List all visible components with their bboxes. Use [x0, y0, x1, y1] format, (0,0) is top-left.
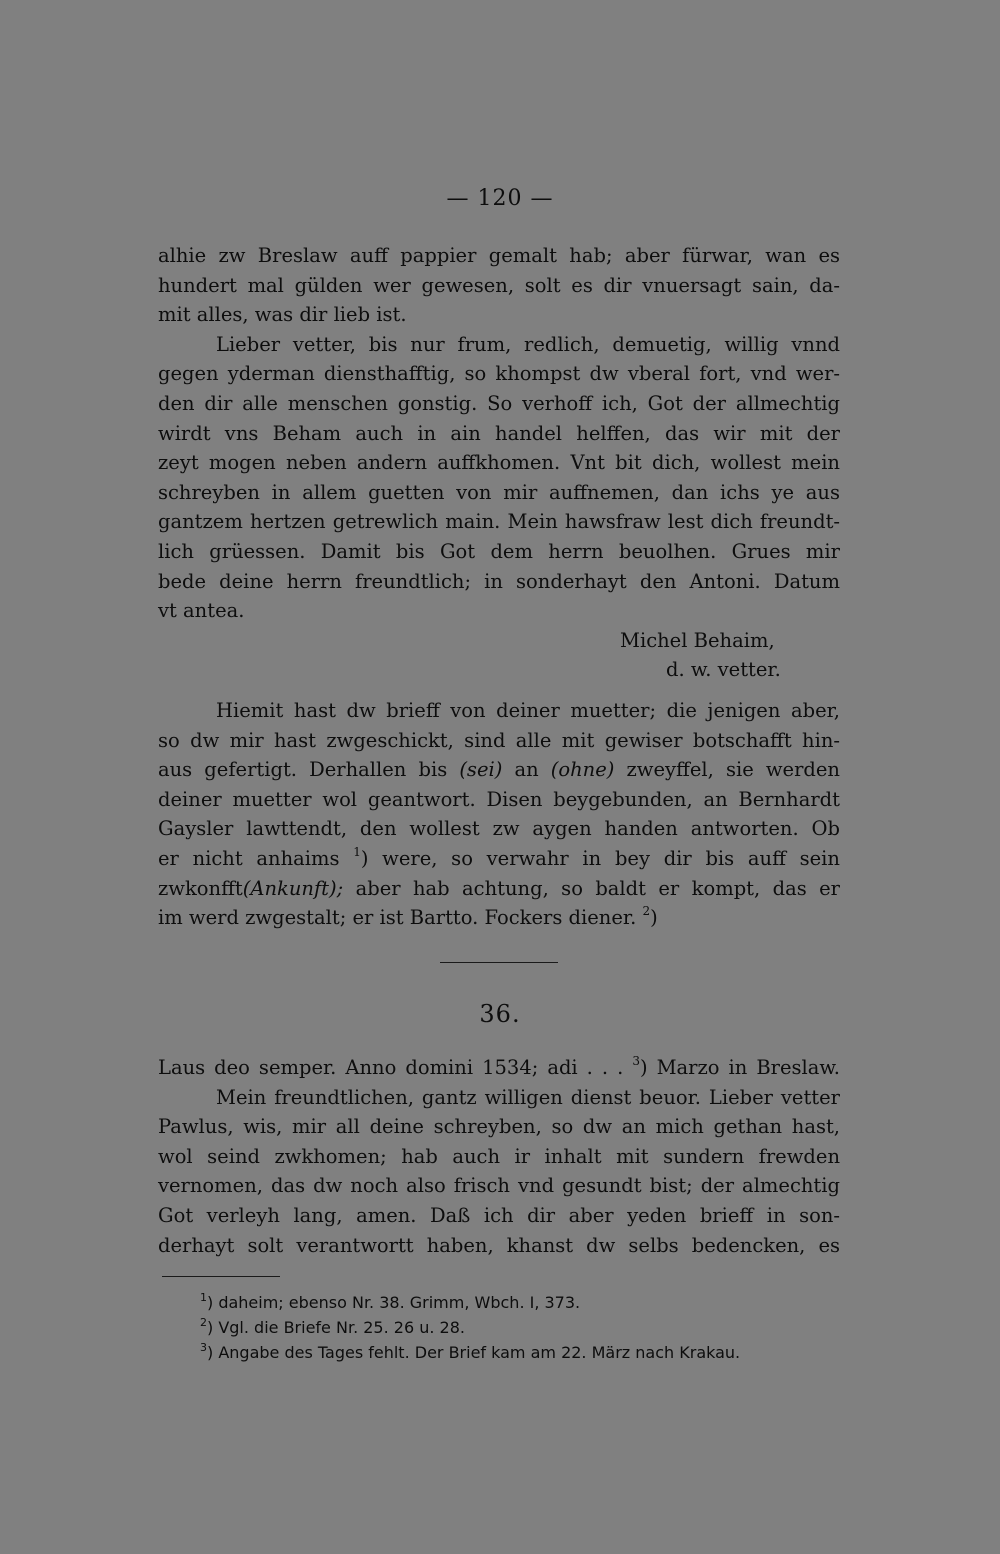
footnote-rule	[162, 1276, 280, 1277]
text-line: wirdt vns Beham auch in ain handel helffen, das wir mit der	[158, 421, 840, 445]
footnote: $^3$) Angabe des Tages fehlt. Der Brief kam am 22. März nach Krakau.	[200, 1341, 741, 1362]
text-line: mit alles, was dir lieb ist.	[158, 303, 407, 327]
text-line: Gaysler lawttendt, den wollest zw aygen handen antworten. Ob	[158, 817, 840, 841]
text-line: deiner muetter wol geantwort. Disen beygebunden, an Bernhardt	[158, 787, 840, 811]
postscript	[158, 696, 840, 933]
letter-36-body	[158, 1053, 840, 1260]
text-line: Got verleyh lang, amen. Daß ich dir aber yeden brieff in son-	[158, 1203, 840, 1227]
text-line: den dir alle menschen gonstig. So verhoff ich, Got der allmechtig	[158, 391, 840, 415]
footnote-mark: 2	[200, 1316, 207, 1329]
signature-title: d. w. vetter.	[666, 658, 781, 682]
editorial-gloss: (ohne)	[550, 758, 615, 782]
text-line: gegen yderman diensthafftig, so khompst dw vberal fort, vnd wer-	[158, 362, 840, 386]
footnote-mark: 1	[200, 1291, 207, 1304]
text-line: lich grüessen. Damit bis Got dem herrn beuolhen. Grues mir	[158, 539, 840, 563]
editorial-gloss: (sei)	[459, 758, 503, 782]
text-line: Mein freundtlichen, gantz willigen dienst beuor. Lieber vetter	[216, 1085, 840, 1109]
footnotes	[200, 1290, 850, 1365]
dateline: Laus deo semper. Anno domini 1534; adi . . . $^3$) Marzo in Breslaw.	[158, 1054, 840, 1079]
text-line: alhie zw Breslaw auff pappier gemalt hab; aber fürwar, wan es	[158, 244, 840, 267]
footnote-ref: 2	[642, 904, 651, 919]
text-line: wol seind zwkhomen; hab auch ir inhalt mit sundern frewden	[158, 1144, 840, 1168]
footnote: $^2$) Vgl. die Briefe Nr. 25. 26 u. 28.	[200, 1316, 465, 1337]
text-line: im werd zwgestalt; er ist Bartto. Fockers diener. $^2$)	[158, 904, 658, 930]
text-line: Pawlus, wis, mir all deine schreyben, so dw an mich gethan hast,	[158, 1115, 840, 1139]
footnote: $^1$) daheim; ebenso Nr. 38. Grimm, Wbch. I, 373.	[200, 1291, 581, 1312]
letter-35-body	[158, 241, 840, 685]
footnote-ref: 3	[632, 1054, 640, 1068]
section-divider	[440, 962, 558, 963]
footnote-ref: 1	[353, 844, 361, 859]
text-line: gantzem hertzen getrewlich main. Mein hawsfraw lest dich freundt-	[158, 510, 840, 534]
text-line: so dw mir hast zwgeschickt, sind alle mit gewiser botschafft hin-	[158, 728, 840, 752]
text-line: Hiemit hast dw brieff von deiner muetter; die jenigen aber,	[216, 699, 840, 722]
page-number: — 120 —	[446, 186, 554, 211]
text-line: aus gefertigt. Derhallen bis (sei) an (ohne) zweyffel, sie werden	[158, 758, 840, 782]
text-line: schreyben in allem guetten von mir auffnemen, dan ichs ye aus	[158, 480, 840, 504]
footnote-mark: 3	[200, 1341, 207, 1354]
editorial-gloss: (Ankunft);	[242, 876, 344, 900]
text-line: bede deine herrn freundtlich; in sonderhayt den Antoni. Datum	[158, 569, 840, 593]
text-line: vt antea.	[158, 599, 245, 623]
text-line: hundert mal gülden wer gewesen, solt es dir vnuersagt sain, da-	[158, 273, 840, 297]
signature-name: Michel Behaim,	[620, 628, 775, 652]
text-line: derhayt solt verantwortt haben, khanst dw selbs bedencken, es	[158, 1233, 840, 1257]
text-line: zwkonfft(Ankunft); aber hab achtung, so baldt er kompt, das er	[158, 876, 840, 900]
text-line: er nicht anhaims $^1$) were, so verwahr in bey dir bis auff sein	[158, 844, 840, 870]
text-line: vernomen, das dw noch also frisch vnd gesundt bist; der almechtig	[158, 1174, 840, 1198]
text-line: Lieber vetter, bis nur frum, redlich, demuetig, willig vnnd	[216, 332, 840, 356]
letter-number: 36.	[479, 1000, 521, 1028]
text-line: zeyt mogen neben andern auffkhomen. Vnt bit dich, wollest mein	[158, 451, 840, 475]
